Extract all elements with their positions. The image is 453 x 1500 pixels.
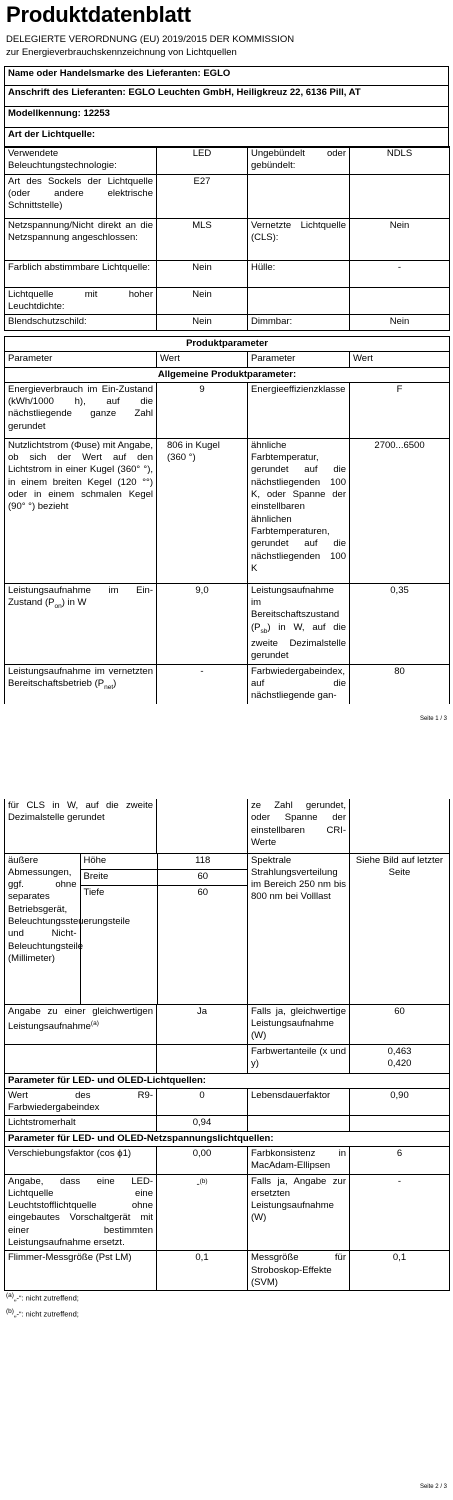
col-header-param: Parameter (5, 352, 157, 367)
undirected-label: Ungebündelt oder gebündelt: (248, 147, 350, 175)
light-source-type-row: Art der Lichtquelle: (5, 128, 449, 148)
cls-label: Vernetzte Lichtquelle (CLS): (248, 218, 350, 260)
svm-label: Messgröße für Stroboskop-Effekte (SVM) (248, 1251, 350, 1291)
depth-value: 60 (157, 885, 248, 1004)
supplier-name-row: Name oder Handelsmarke des Lieferanten: EGLO (5, 67, 449, 86)
dimmable-value: Nein (350, 315, 450, 331)
cap-label: Art des Sockels der Lichtquelle (oder andere elektrische Schnittstelle) (5, 174, 157, 218)
spd-label: Spektrale Strahlungsverteilung im Bereich 250 nm bis 800 nm bei Volllast (248, 853, 350, 1004)
pon-value: 9,0 (157, 583, 248, 664)
product-params-continued (4, 799, 449, 1291)
cap-value: E27 (157, 174, 248, 218)
eclass-value: F (350, 382, 450, 438)
pnet-label: Leistungsaufnahme im vernetzten Bereitschaftsbetrieb $(P_{net})$ (5, 664, 157, 704)
hilum-label: Lichtquelle mit hoher Leuchtdichte: (5, 287, 157, 315)
height-label: Höhe (80, 854, 157, 870)
eclass-label: Energieeffizienzklasse (248, 382, 350, 438)
cct-label: ähnliche Farbtemperatur, gerundet auf die nächstliegenden 100 K, oder Spanne der einstellbaren ähnlichen Farbtemperaturen, gerundet auf die nächstliegenden 100 K (248, 438, 350, 583)
hilum-value: Nein (157, 287, 248, 315)
width-value: 60 (157, 869, 248, 885)
dimmable-label: Dimmbar: (248, 315, 350, 331)
tech-label: Verwendete Beleuchtungstechnologie: (5, 147, 157, 175)
depth-label: Tiefe (80, 885, 157, 1004)
equiv-value: Ja (157, 1004, 248, 1044)
col-header-value: Wert (157, 352, 248, 367)
replaced-label: Falls ja, Angabe zur ersetzten Leistungsaufnahme (W) (248, 1174, 350, 1251)
chroma-x: 0,463 (387, 1045, 412, 1057)
col-header-value-2: Wert (350, 352, 450, 367)
document-subtitle: DELEGIERTE VERORDNUNG (EU) 2019/2015 DER KOMMISSION zur Energieverbrauchskennzeichnung von Lichtquellen (6, 34, 295, 58)
energy-value: 9 (157, 382, 248, 438)
spd-value: Siehe Bild auf letzter Seite (350, 853, 450, 1004)
flicker-value: 0,1 (157, 1251, 248, 1291)
psb-value: 0,35 (350, 583, 450, 664)
page-2 (0, 760, 453, 1500)
chroma-y: 0,420 (387, 1057, 412, 1069)
dimensions-cell (5, 853, 248, 1004)
light-source-type-table (4, 146, 449, 331)
flux-value: 806 in Kugel (360 °) (157, 438, 248, 583)
flux-label: Nutzlichtstrom (Φuse) mit Angabe, ob sich der Wert auf den Lichtstrom in einer Kugel (360° °), in einem breiten Kegel (120 °°) oder in einem schmalen Kegel (90° °) bezieht (5, 438, 157, 583)
replaced-value: - (350, 1174, 450, 1251)
col-header-param-2: Parameter (248, 352, 350, 367)
page-2-footer: Seite 2 / 3 (419, 1484, 447, 1490)
retrofit-label: Angabe, dass eine LED-Lichtquelle eine Leuchtstofflichtquelle ohne eingebautes Vorschaltgerät mit einer bestimmten Leistungsaufnahme ersetzt. (5, 1174, 157, 1251)
product-params-heading: Produktparameter (5, 337, 450, 352)
pnet-label-continued: für CLS in W, auf die zweite Dezimalstelle gerundet (5, 799, 157, 853)
tech-value: LED (157, 147, 248, 175)
cri-label-part2: ze Zahl gerundet, oder Spanne der einstellbaren CRI-Werte (248, 799, 350, 853)
equiv-label: Angabe zu einer gleichwertigen Leistungsaufnahme$^{(a)}$ (5, 1004, 157, 1044)
envelope-value: - (350, 260, 450, 287)
cct-value: 2700...6500 (350, 438, 450, 583)
equiv-power-value: 60 (350, 1004, 450, 1044)
footnote-a: $^{(a)}$„-“: nicht zutreffend; (6, 1292, 79, 1303)
dims-label: äußere Abmessungen, ggf. ohne separates Betriebsgerät, Beleuchtungssteuerungsteile und Nicht-Beleuchtungsteile (Millimeter) (8, 854, 131, 964)
psb-label: Leistungsaufnahme im Bereitschaftszustand $(P_{sb})$ in W, auf die zweite Dezimalstelle gerundet (248, 583, 350, 664)
lumen-maint-value: 0,94 (157, 1116, 248, 1131)
undirected-value: NDLS (350, 147, 450, 175)
width-label: Breite (80, 869, 157, 885)
lumen-maint-label: Lichtstromerhalt (5, 1116, 157, 1131)
cri-label-part1: Farbwiedergabeindex, auf die nächstliegende gan- (248, 664, 350, 704)
color-consist-value: 6 (350, 1146, 450, 1174)
survival-label: Lebensdauerfaktor (248, 1088, 350, 1116)
cls-value: Nein (350, 218, 450, 260)
tunable-value: Nein (157, 260, 248, 287)
retrofit-value: -$^{(b)}$ (157, 1174, 248, 1251)
led-params-heading: Parameter für LED- und OLED-Lichtquellen: (5, 1073, 450, 1088)
height-value: 118 (157, 854, 248, 870)
pon-label: Leistungsaufnahme im Ein-Zustand $(P_{on})$ in W (5, 583, 157, 664)
mains-params-heading: Parameter für LED- und OLED-Netzspannungslichtquellen: (5, 1131, 450, 1146)
r9-value: 0 (157, 1088, 248, 1116)
energy-label: Energieverbrauch im Ein-Zustand (kWh/1000 h), auf die nächstliegende ganze Zahl gerundet (5, 382, 157, 438)
envelope-label: Hülle: (248, 260, 350, 287)
dpf-label: Verschiebungsfaktor (cos ϕ1) (5, 1146, 157, 1174)
r9-label: Wert des R9-Farbwiedergabeindex (5, 1088, 157, 1116)
chroma-label: Farbwertanteile (x und y) (248, 1044, 350, 1073)
mains-label: Netzspannung/Nicht direkt an die Netzspannung angeschlossen: (5, 218, 157, 260)
chroma-values (350, 1044, 450, 1073)
cri-value: 80 (350, 664, 450, 704)
page-1 (0, 0, 453, 740)
tunable-label: Farblich abstimmbare Lichtquelle: (5, 260, 157, 287)
document-title: Produktdatenblatt (6, 2, 191, 27)
survival-value: 0,90 (350, 1088, 450, 1116)
page-1-footer: Seite 1 / 3 (419, 716, 447, 722)
shield-label: Blendschutzschild: (5, 315, 157, 331)
equiv-power-label: Falls ja, gleichwertige Leistungsaufnahme (W) (248, 1004, 350, 1044)
shield-value: Nein (157, 315, 248, 331)
general-params-heading: Allgemeine Produktparameter: (5, 367, 450, 382)
header-block (4, 66, 449, 148)
product-params-table (4, 336, 449, 704)
model-id-row: Modellkennung: 12253 (5, 107, 449, 128)
svm-value: 0,1 (350, 1251, 450, 1291)
color-consist-label: Farbkonsistenz in MacAdam-Ellipsen (248, 1146, 350, 1174)
footnote-b: $^{(b)}$„-“: nicht zutreffend; (6, 1308, 79, 1319)
dpf-value: 0,00 (157, 1146, 248, 1174)
supplier-address-row: Anschrift des Lieferanten: EGLO Leuchten GmbH, Heiligkreuz 22, 6136 Pill, AT (5, 86, 449, 107)
flicker-label: Flimmer-Messgröße (Pst LM) (5, 1251, 157, 1291)
mains-value: MLS (157, 218, 248, 260)
pnet-value: - (157, 664, 248, 704)
